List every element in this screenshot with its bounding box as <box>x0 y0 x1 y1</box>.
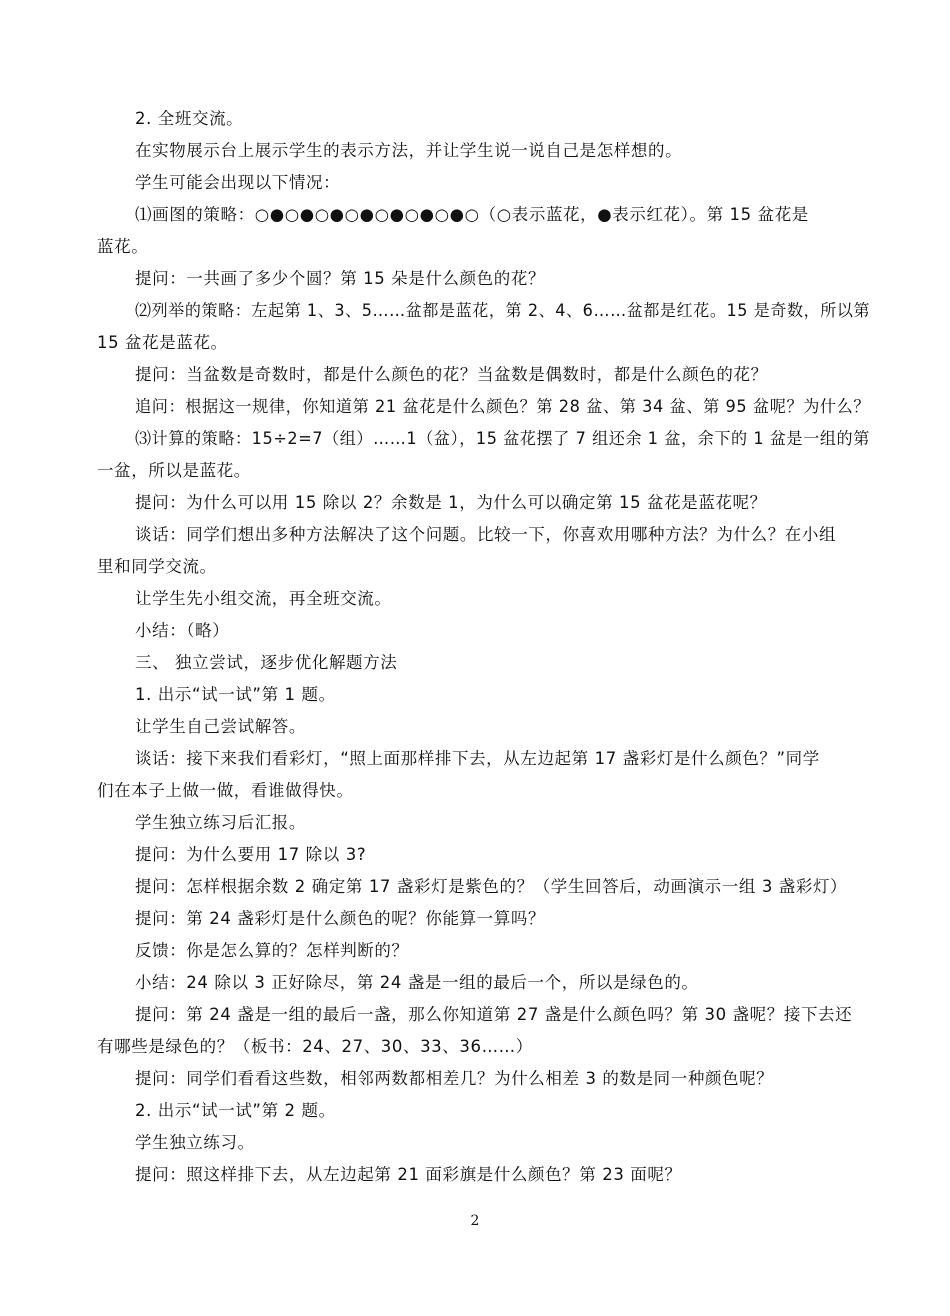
paragraph: 让学生先小组交流，再全班交流。 <box>135 589 392 608</box>
paragraph: ⑴画图的策略：○●○●○●○●○●○●○●○（○表示蓝花，●表示红花）。第 15 盆花是 <box>135 205 809 224</box>
paragraph: 一盆，所以是蓝花。 <box>97 461 251 480</box>
paragraph: 学生独立练习后汇报。 <box>135 813 306 832</box>
paragraph: 学生独立练习。 <box>135 1133 255 1152</box>
paragraph: 提问：怎样根据余数 2 确定第 17 盏彩灯是紫色的？（学生回答后，动画演示一组 3 盏彩灯） <box>135 877 848 896</box>
paragraph: ⑵列举的策略：左起第 1、3、5……盆都是蓝花，第 2、4、6……盆都是红花。15 是奇数，所以第 <box>135 301 871 320</box>
paragraph: 提问：为什么要用 17 除以 3? <box>135 845 367 864</box>
paragraph: 学生可能会出现以下情况： <box>135 173 341 192</box>
paragraph: ⑶计算的策略：15÷2=7（组）……1（盆），15 盆花摆了 7 组还余 1 盆，余下的 1 盆是一组的第 <box>135 429 870 448</box>
paragraph: 提问：第 24 盏是一组的最后一盏，那么你知道第 27 盏是什么颜色吗？第 30 盏呢？接下去还 <box>135 1005 853 1024</box>
paragraph: 2. 全班交流。 <box>135 109 244 128</box>
paragraph: 15 盆花是蓝花。 <box>97 333 228 352</box>
paragraph: 提问：照这样排下去，从左边起第 21 面彩旗是什么颜色？第 23 面呢？ <box>135 1165 682 1184</box>
paragraph: 在实物展示台上展示学生的表示方法，并让学生说一说自己是怎样想的。 <box>135 141 683 160</box>
paragraph: 追问：根据这一规律，你知道第 21 盆花是什么颜色？第 28 盆、第 34 盆、第 95 盆呢？为什么？ <box>135 397 871 416</box>
paragraph: 反馈：你是怎么算的？怎样判断的？ <box>135 941 409 960</box>
paragraph: 有哪些是绿色的？（板书：24、27、30、33、36……） <box>97 1037 533 1056</box>
paragraph: 提问：当盆数是奇数时，都是什么颜色的花？当盆数是偶数时，都是什么颜色的花？ <box>135 365 768 384</box>
paragraph: 1. 出示“试一试”第 1 题。 <box>135 685 336 704</box>
paragraph: 小结：（略） <box>135 621 230 640</box>
paragraph: 提问：第 24 盏彩灯是什么颜色的呢？你能算一算吗？ <box>135 909 546 928</box>
paragraph: 蓝花。 <box>97 237 149 256</box>
paragraph: 谈话：接下来我们看彩灯，“照上面那样排下去，从左边起第 17 盏彩灯是什么颜色？”同学 <box>135 749 820 768</box>
page-number: 2 <box>470 1213 480 1229</box>
paragraph: 们在本子上做一做，看谁做得快。 <box>97 781 354 800</box>
paragraph: 小结：24 除以 3 正好除尽，第 24 盏是一组的最后一个，所以是绿色的。 <box>135 973 699 992</box>
paragraph: 让学生自己尝试解答。 <box>135 717 306 736</box>
paragraph: 提问：一共画了多少个圆？第 15 朵是什么颜色的花？ <box>135 269 546 288</box>
paragraph: 提问：同学们看看这些数，相邻两数都相差几？为什么相差 3 的数是同一种颜色呢？ <box>135 1069 774 1088</box>
paragraph: 2. 出示“试一试”第 2 题。 <box>135 1101 336 1120</box>
section-heading: 三、 独立尝试，逐步优化解题方法 <box>135 653 398 672</box>
paragraph: 里和同学交流。 <box>97 557 217 576</box>
paragraph: 提问：为什么可以用 15 除以 2？余数是 1，为什么可以确定第 15 盆花是蓝花呢？ <box>135 493 767 512</box>
paragraph: 谈话：同学们想出多种方法解决了这个问题。比较一下，你喜欢用哪种方法？为什么？在小组 <box>135 525 837 544</box>
